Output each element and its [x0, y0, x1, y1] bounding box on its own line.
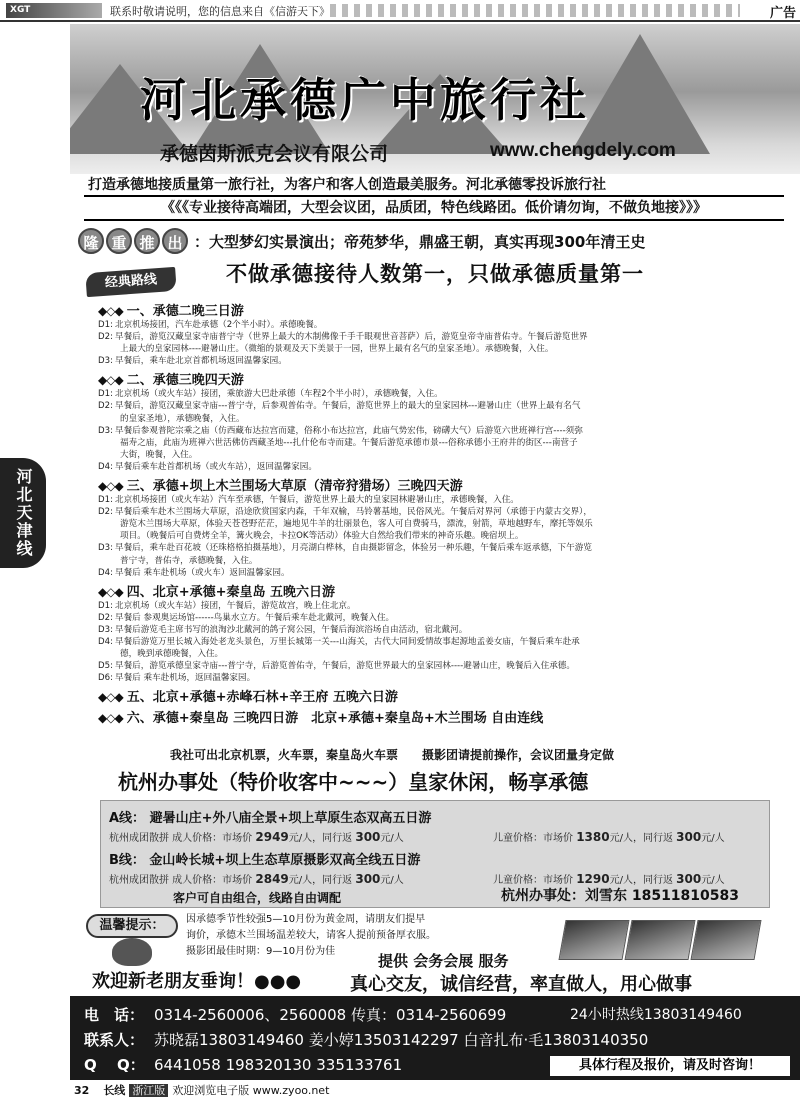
page-footer — [74, 1082, 329, 1098]
day-label: D3: — [98, 543, 113, 554]
photo-strip — [562, 920, 760, 964]
line-b-child-price: 儿童价格：市场价 1290元/人，同行返 300元/人 — [493, 872, 725, 886]
day-text: 早餐后，游览承德皇家寺庙---普宁寺，后游览普佑寺，午餐后，游览世界最大的皇家园林----避暑山庄，晚餐后入住承德。 — [114, 661, 575, 672]
itinerary-day — [98, 600, 798, 612]
top-bar — [0, 0, 800, 22]
itinerary-day — [98, 518, 798, 530]
source-notice: 联系时敬请说明，您的信息来自《信游天下》 — [110, 5, 330, 18]
day-label: D4: — [98, 567, 113, 578]
itinerary-day — [98, 400, 798, 412]
itinerary-day — [98, 355, 798, 367]
route-title-text: 二、承德三晚四天游 — [126, 373, 244, 389]
route-title — [98, 581, 798, 600]
route-list — [98, 298, 798, 726]
day-label: D1: — [98, 600, 113, 611]
day-label: D2: — [98, 507, 113, 518]
scenic-photo — [624, 920, 695, 960]
tips-line: 因承德季节性较强5—10月份为黄金周，请朋友们提早 — [186, 914, 426, 925]
day-text: 早餐后 参观奥运场馆------鸟巢水立方。午餐后乘车赴北戴河，晚餐入住。 — [114, 612, 395, 623]
day-text: 大街，晚餐，入住。 — [120, 449, 198, 460]
diamond-icon: ◆◇◆ — [98, 479, 123, 494]
day-label: D6: — [98, 673, 113, 684]
itinerary-day — [98, 494, 798, 506]
itinerary-day — [98, 624, 798, 636]
itinerary-day — [98, 331, 798, 343]
website-link[interactable]: www.chengdely.com — [490, 140, 676, 161]
detail-callout: 具体行程及报价，请及时咨询！ — [550, 1056, 790, 1076]
bird-illustration — [112, 938, 152, 966]
decorative-stripes — [330, 4, 740, 17]
itinerary-day — [98, 425, 798, 437]
day-text: 北京机场接团，汽车赴承德（2个半小时）。承德晚餐。 — [114, 320, 323, 330]
tips-line: 摄影团最佳时期：9—10月份为佳 — [186, 946, 336, 957]
diamond-icon: ◆◇◆ — [98, 584, 123, 599]
phone-line: 电 话： 0314-2560006、2560008 传真：0314-2560699 — [84, 1006, 507, 1024]
tickets-note: 我社可出北京机票，火车票，秦皇岛火车票 摄影团请提前操作，会议团量身定做 — [170, 748, 615, 762]
motto-text: 真心交友，诚信经营，率直做人，用心做事 — [350, 974, 692, 995]
itinerary-day — [98, 449, 798, 461]
day-text: 早餐后，游览汉藏皇家寺庙普宁寺（世界上最大的木制佛像千手千眼观世音菩萨）后，游览皇帝寺庙普佑寺。午餐后游览世界 — [114, 332, 588, 343]
diamond-icon: ◆◇◆ — [98, 690, 123, 705]
day-label: D4: — [98, 461, 113, 472]
day-text: 普宁寺，普佑寺，承德晚餐，入住。 — [120, 555, 258, 566]
day-text: 德，晚到承德晚餐，入住。 — [120, 649, 224, 660]
route-title — [98, 369, 798, 388]
header-banner — [70, 24, 800, 174]
day-text: 早餐后，游览汉藏皇家寺庙---普宁寺，后参观普佑寺。午餐后，游览世界上的最大的皇家园林---避暑山庄（世界上最有名气 — [114, 401, 581, 412]
route-title-text: 五、北京+承德+赤峰石林+辛王府 五晚六日游 — [126, 690, 398, 706]
qq-line: Q Q： 6441058 198320130 335133761 — [84, 1056, 403, 1074]
day-text: 游览木兰围场大草原，体验天苍苍野茫茫，遍地见牛羊的壮丽景色，客人可自费骑马，漂流，射箭，草地越野车，摩托等娱乐 — [120, 519, 593, 530]
day-text: 北京机场（或火车站）接团，午餐后，游览故宫，晚上住北京。 — [114, 600, 356, 611]
day-text: 早餐后乘车赴木兰围场大草原，沿途欣赏国家内森，千年双榆，马铃薯基地，民俗风光。午餐后对界河（承德于内蒙古交界）， — [114, 507, 592, 518]
itinerary-day — [98, 672, 798, 684]
itinerary-day — [98, 343, 798, 355]
day-label: D5: — [98, 661, 113, 672]
page-title: 河北承德广中旅行社 — [140, 73, 590, 127]
section-label: 长线 — [103, 1084, 126, 1097]
route-title-text: 一、承德二晚三日游 — [126, 304, 244, 319]
itinerary-day — [98, 636, 798, 648]
scenic-photo — [558, 920, 629, 960]
line-b-title: B线： 金山岭长城+坝上生态草原摄影双高全线五日游 — [109, 853, 421, 868]
itinerary-day — [98, 530, 798, 542]
page-number: 32 — [74, 1084, 90, 1097]
promo-chip: 推 — [134, 228, 160, 254]
line-a-adult-price: 杭州成团散拼 成人价格：市场价 2949元/人，同行返 300元/人 — [109, 830, 404, 844]
day-text: 早餐后参观普陀宗乘之庙（仿西藏布达拉宫而建，俗称小布达拉宫，此庙气势宏伟，磅礴大气）后游览六世班禅行宫----须弥 — [114, 425, 583, 436]
classic-routes-label: 经典路线 — [85, 267, 176, 297]
itinerary-day — [98, 319, 798, 331]
hotline: 24小时热线13803149460 — [570, 1007, 742, 1023]
day-label: D1: — [98, 320, 113, 330]
company-name: 承德茵斯派克会议有限公司 — [160, 143, 389, 165]
line-b-adult-price: 杭州成团散拼 成人价格：市场价 2849元/人，同行返 300元/人 — [109, 872, 404, 886]
hangzhou-contact: 杭州办事处：刘雪东 18511810583 — [500, 888, 739, 904]
scenic-photo — [690, 920, 761, 960]
itinerary-day — [98, 388, 798, 400]
itinerary-day — [98, 506, 798, 518]
day-label: D3: — [98, 356, 113, 367]
contact-footer — [70, 996, 800, 1080]
route-title-text: 六、承德+秦皇岛 三晚四日游 北京+承德+秦皇岛+木兰围场 自由连线 — [126, 711, 544, 727]
day-label: D1: — [98, 389, 113, 400]
route-title — [98, 686, 798, 705]
day-text: 早餐后，乘车赴北京首都机场返回温馨家园。 — [114, 356, 287, 367]
day-text: 早餐后乘车赴首都机场（或火车站），返回温馨家园。 — [114, 461, 317, 472]
promo-chip: 出 — [162, 228, 188, 254]
promo-chip: 隆 — [78, 228, 104, 254]
ebook-link[interactable]: 欢迎浏览电子版 www.zyoo.net — [172, 1084, 330, 1097]
day-text: 早餐后 乘车赴机场，返回温馨家园。 — [114, 673, 256, 684]
quality-headline: 不做承德接待人数第一，只做承德质量第一 — [226, 262, 644, 286]
day-text: 福寿之庙，此庙为班禅六世活佛仿西藏圣地---扎什伦布寺而建。午餐后游览承德市景---俗称承德小王府井的街区---南营子 — [120, 437, 578, 448]
day-label: D4: — [98, 636, 113, 647]
slogan: 打造承德地接质量第一旅行社，为客户和客人创造最美服务。河北承德零投诉旅行社 — [88, 177, 606, 193]
promo-line — [78, 228, 645, 256]
itinerary-day — [98, 461, 798, 473]
itinerary-day — [98, 660, 798, 672]
service-banner: 《《《专业接待高端团，大型会议团，品质团，特色线路团。低价请勿询，不做负地接》》》 — [84, 195, 784, 221]
day-text: 北京机场（或火车站）接团，乘旅游大巴赴承德（车程2个半小时），承德晚餐，入住。 — [114, 389, 443, 400]
mountain-shape — [570, 34, 710, 154]
diamond-icon: ◆◇◆ — [98, 304, 123, 318]
promo-text: ：大型梦幻实景演出；帝苑梦华，鼎盛王朝，真实再现300年清王史 — [194, 233, 646, 251]
day-label: D2: — [98, 612, 113, 623]
promo-chip: 重 — [106, 228, 132, 254]
itinerary-day — [98, 567, 798, 579]
day-text: 早餐后游览万里长城入海处老龙头景色，万里长城第一关---山海关，古代大同间爱情故事起源地孟姜女庙，午餐后乘车赴承 — [114, 636, 580, 647]
day-text: 的皇家圣地），承德晚餐，入住。 — [120, 413, 245, 424]
itinerary-day — [98, 648, 798, 660]
itinerary-day — [98, 612, 798, 624]
route-title — [98, 300, 798, 319]
day-label: D2: — [98, 332, 113, 343]
diamond-icon: ◆◇◆ — [98, 373, 123, 388]
day-text: 早餐后游览毛主席书写的浪淘沙北戴河的鸽子窝公园，午餐后海滨浴场自由活动，宿北戴河。 — [114, 624, 468, 635]
line-a-child-price: 儿童价格：市场价 1380元/人，同行返 300元/人 — [493, 830, 725, 844]
tips-badge: 温馨提示： — [86, 914, 178, 938]
itinerary-day — [98, 413, 798, 425]
day-text: 早餐后，乘车赴百花坡（还珠格格拍摄基地），月亮湖白桦林，自由摄影留念，体验另一种乐趣，午餐后乘车返承德，下午游览 — [114, 543, 592, 554]
contact-line: 联系人： 苏晓磊13803149460 姜小婷13503142297 白音扎布·毛13803140350 — [84, 1031, 649, 1049]
route-title — [98, 475, 798, 494]
tips-line: 询价，承德木兰围场温差较大，请客人提前预备厚衣服。 — [186, 930, 436, 941]
route-title-text: 三、承德+坝上木兰围场大草原（清帝狩猎场）三晚四天游 — [126, 479, 463, 495]
service-note: 提供 会务会展 服务 — [378, 952, 509, 970]
day-label: D2: — [98, 401, 113, 412]
edition-badge: 浙江版 — [129, 1084, 168, 1097]
welcome-text: 欢迎新老朋友垂询！●●● — [92, 971, 302, 992]
magazine-logo: XGT — [6, 3, 102, 18]
day-text: 项目。（晚餐后可自费烤全羊，篝火晚会，卡拉OK等活动）体验大自然给我们带来的神奇乐趣。晚宿坝上。 — [120, 531, 524, 542]
itinerary-day — [98, 437, 798, 449]
itinerary-day — [98, 555, 798, 567]
hangzhou-headline: 杭州办事处（特价收客中~~~）皇家休闲，畅享承德 — [118, 770, 589, 794]
day-text: 早餐后 乘车赴机场（或火车）返回温馨家园。 — [114, 567, 290, 578]
line-a-title: A线： 避暑山庄+外八庙全景+坝上草原生态双高五日游 — [109, 811, 432, 826]
day-label: D1: — [98, 495, 113, 506]
day-text: 北京机场接团（或火车站）汽车至承德，午餐后，游览世界上最大的皇家园林避暑山庄，承德晚餐，入住。 — [114, 495, 519, 506]
side-region-tab: 河北天津线 — [0, 458, 46, 568]
free-combo-note: 客户可自由组合，线路自由调配 — [173, 891, 342, 905]
route-title-text: 四、北京+承德+秦皇岛 五晚六日游 — [126, 584, 335, 600]
itinerary-day — [98, 542, 798, 554]
diamond-icon: ◆◇◆ — [98, 711, 123, 726]
day-text: 上最大的皇家园林----避暑山庄。（微缩的景观及天下美景于一园，世界上最有名气的皇家圣地）。承德晚餐，入住。 — [120, 344, 554, 355]
ad-tag: 广告 — [769, 6, 796, 21]
price-box — [100, 800, 770, 908]
day-label: D3: — [98, 425, 113, 436]
route-title — [98, 707, 798, 726]
day-label: D3: — [98, 624, 113, 635]
